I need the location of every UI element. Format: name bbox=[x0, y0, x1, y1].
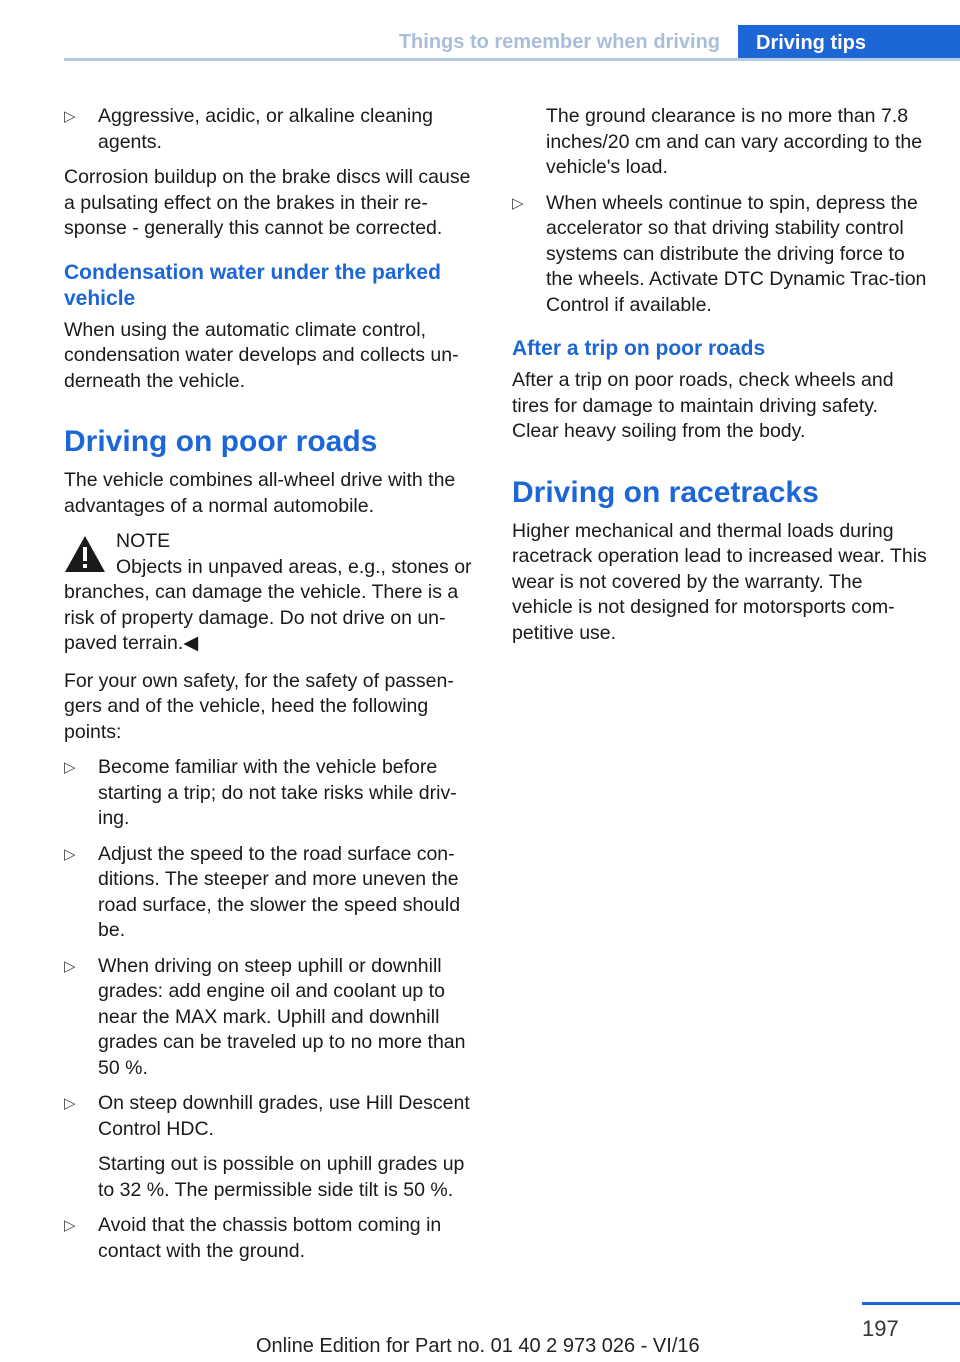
right-column bbox=[512, 104, 928, 656]
paragraph: The vehicle combines all-wheel drive with the advantages of a normal automobile. bbox=[64, 469, 456, 517]
triangle-right-icon: ▷ bbox=[64, 108, 76, 125]
edition-note: Online Edition for Part no. 01 40 2 973 026 - VI/16 bbox=[256, 1335, 700, 1357]
list-item-continuation: Starting out is possible on uphill grades up to 32 %. The permissible side tilt is 50 %. bbox=[98, 1153, 465, 1201]
triangle-right-icon: ▷ bbox=[64, 845, 76, 863]
triangle-right-icon: ▷ bbox=[64, 759, 76, 776]
left-column bbox=[64, 104, 480, 1274]
chapter-heading: Driving on racetracks bbox=[512, 475, 819, 509]
triangle-right-icon: ▷ bbox=[64, 957, 76, 975]
list-item: ▷ When driving on steep uphill or downhill grades: add engine oil and coolant up to near the MAX mark. Uphill and downhill grades can be traveled up to no more than 50 %. bbox=[64, 954, 466, 1079]
header-divider bbox=[64, 58, 960, 61]
header-chapter-tab: Driving tips bbox=[738, 25, 960, 61]
warning-triangle-icon bbox=[64, 535, 106, 581]
page-header bbox=[64, 25, 960, 61]
list-item: ▷ Adjust the speed to the road surface con-ditions. The steeper and more uneven the road surface, the slower the speed should be. bbox=[64, 842, 461, 941]
paragraph: When using the automatic climate control, condensation water develops and collects un-derneath the vehicle. bbox=[64, 318, 459, 392]
page-number: 197 bbox=[862, 1316, 899, 1341]
section-heading: Condensation water under the parked vehicle bbox=[64, 260, 441, 310]
warning-note bbox=[64, 529, 480, 657]
header-section-title: Things to remember when driving bbox=[398, 31, 720, 53]
list-item: ▷ Aggressive, acidic, or alkaline cleaning agents. bbox=[64, 105, 433, 153]
note-body: Objects in unpaved areas, e.g., stones or branches, can damage the vehicle. There is a risk of property damage. Do not drive on un-paved terrain.◀ bbox=[64, 555, 472, 654]
list-item: ▷ When wheels continue to spin, depress the accelerator so that driving stability control systems can distribute the driving force to the wheels. Activate DTC Dynamic Trac-tion Control if available. bbox=[512, 191, 927, 316]
footer-divider bbox=[862, 1302, 960, 1305]
paragraph: After a trip on poor roads, check wheels and tires for damage to maintain driving safety. Clear heavy soiling from the body. bbox=[512, 369, 894, 442]
triangle-right-icon: ▷ bbox=[64, 1217, 76, 1234]
list-item: ▷ On steep downhill grades, use Hill Descent Control HDC. bbox=[64, 1092, 470, 1140]
chapter-heading: Driving on poor roads bbox=[64, 425, 378, 458]
paragraph: For your own safety, for the safety of passen-gers and of the vehicle, heed the following points: bbox=[64, 669, 454, 743]
triangle-right-icon: ▷ bbox=[512, 194, 524, 212]
list-item-continuation: The ground clearance is no more than 7.8 inches/20 cm and can vary according to the vehicle's load. bbox=[546, 105, 923, 178]
list-item: ▷ Avoid that the chassis bottom coming in contact with the ground. bbox=[64, 1214, 442, 1262]
paragraph: Corrosion buildup on the brake discs will cause a pulsating effect on the brakes in their re-sponse - generally this cannot be corrected. bbox=[64, 166, 471, 239]
paragraph: Higher mechanical and thermal loads during racetrack operation lead to increased wear. This wear is not covered by the warranty. The vehicle is not designed for motorsports com-petitive use. bbox=[512, 519, 927, 644]
triangle-right-icon: ▷ bbox=[64, 1095, 76, 1112]
section-heading: After a trip on poor roads bbox=[512, 337, 766, 360]
note-title: NOTE bbox=[116, 530, 171, 552]
list-item: ▷ Become familiar with the vehicle before starting a trip; do not take risks while driv-ing. bbox=[64, 756, 457, 829]
